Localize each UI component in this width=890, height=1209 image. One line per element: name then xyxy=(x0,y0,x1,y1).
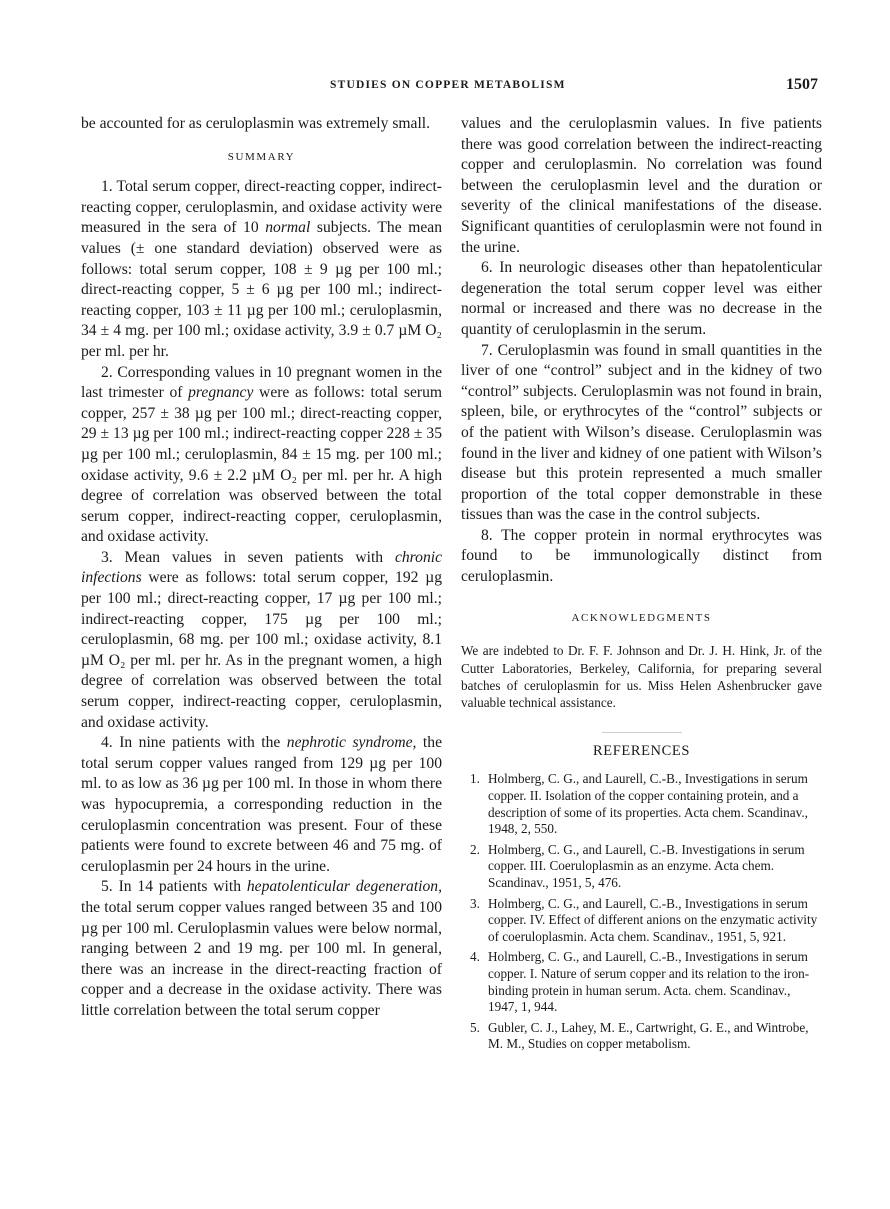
acknowledgments-text: We are indebted to Dr. F. F. Johnson and Dr. J. H. Hink, Jr. of the Cutter Laboratories, Berkeley, California, for preparing several batches of ceruloplasmin for us. Miss Helen Ashenbrucker gave valuable technical assistance. xyxy=(461,643,822,711)
summary-item-1: 1. Total serum copper, direct-reacting copper, indirect-reacting copper, ceruloplasmin, and oxidase activity were measured in the sera of 10 normal subjects. The mean values (± one standard deviation) observed were as follows: total serum copper, 108 ± 9 µg per 100 ml.; direct-reacting copper, 5 ± 6 µg per 100 ml.; indirect-reacting copper, 103 ± 11 µg per 100 ml.; ceruloplasmin, 34 ± 4 mg. per 100 ml.; oxidase activity, 3.9 ± 0.7 µM O₂ per ml. per hr. xyxy=(81,178,442,360)
continuation-paragraph-right: values and the ceruloplasmin values. In five patients there was good correlation between the indirect-reacting copper and ceruloplasmin. No correlation was found between the ceruloplasmin level and the duration or severity of the clinical manifestations of the disease. Significant quantities of ceruloplasmin were not found in the urine. xyxy=(461,115,822,256)
left-column xyxy=(81,114,442,1022)
running-head xyxy=(0,76,890,99)
acknowledgments-heading: ACKNOWLEDGMENTS xyxy=(571,611,712,624)
summary-item-5: 5. In 14 patients with hepatolenticular degeneration, the total serum copper values ranged between 35 and 100 µg per 100 ml. Ceruloplasmin values were below normal, ranging between 2 and 19 mg. per 100 ml. In general, there was an increase in the direct-reacting fraction of copper and a decrease in the oxidase activity. There was little correlation between the total serum copper xyxy=(81,878,442,1019)
section-divider xyxy=(602,732,682,733)
page-number: 1507 xyxy=(786,76,818,93)
right-column xyxy=(461,114,822,1057)
reference-item: 5. Gubler, C. J., Lahey, M. E., Cartwright, G. E., and Wintrobe, M. M., Studies on copper metabolism. xyxy=(470,1019,809,1052)
summary-item-8: 8. The copper protein in normal erythrocytes was found to be immunologically distinct from ceruloplasmin. xyxy=(461,526,822,586)
summary-item-6: 6. In neurologic diseases other than hepatolenticular degeneration the total serum copper level was either normal or increased and there was no decrease in the quantity of ceruloplasmin in the serum. xyxy=(461,259,822,338)
references-heading: REFERENCES xyxy=(592,742,691,759)
summary-item-4: 4. In nine patients with the nephrotic syndrome, the total serum copper values ranged from 129 µg per 100 ml. to as low as 36 µg per 100 ml. In those in whom there was hypocupremia, a corresponding reduction in the ceruloplasmin concentration was present. Four of these patients were found to excrete between 46 and 75 mg. of ceruloplasmin per 24 hours in the urine. xyxy=(81,734,442,875)
continuation-paragraph: be accounted for as ceruloplasmin was extremely small. xyxy=(81,115,431,132)
summary-item-2: 2. Corresponding values in 10 pregnant women in the last trimester of pregnancy were as follows: total serum copper, 257 ± 38 µg per 100 ml.; direct-reacting copper, 29 ± 13 µg per 100 ml.; indirect-reacting copper 228 ± 35 µg per 100 ml.; ceruloplasmin, 84 ± 15 mg. per 100 ml.; oxidase activity, 9.6 ± 2.2 µM O₂ per ml. per hr. A high degree of correlation was observed between the total serum copper, indirect-reacting copper, ceruloplasmin, and oxidase activity. xyxy=(81,363,443,546)
reference-item: 1. Holmberg, C. G., and Laurell, C.-B., Investigations in serum copper. II. Isolation of the copper containing protein, and a description of some of its properties. Acta chem. Scandinav., 1948, 2, 550. xyxy=(470,771,808,837)
summary-heading: SUMMARY xyxy=(227,150,296,163)
summary-item-7: 7. Ceruloplasmin was found in small quantities in the liver of one “control” subject and in the kidney of two “control” subjects. Ceruloplasmin was not found in brain, spleen, bile, or erythrocytes of the “control” subjects or of the patient with Wilson’s disease. Ceruloplasmin was found in the liver and kidney of one patient with Wilson’s disease but this protein represented a much smaller proportion of the total copper demonstrable in these tissues than was the case in the control subjects. xyxy=(461,341,822,524)
reference-item: 3. Holmberg, C. G., and Laurell, C.-B., Investigations in serum copper. IV. Effect of different anions on the enzymatic activity of coeruloplasmin. Acta chem. Scandinav., 1951, 5, 921. xyxy=(470,895,818,944)
reference-item: 2. Holmberg, C. G., and Laurell, C.-B. Investigations in serum copper. III. Coeruloplasmin as an enzyme. Acta chem. Scandinav., 1951, 5, 476. xyxy=(470,841,805,891)
summary-item-3: 3. Mean values in seven patients with chronic infections were as follows: total serum copper, 192 µg per 100 ml.; direct-reacting copper, 17 µg per 100 ml.; indirect-reacting copper, 175 µg per 100 ml.; ceruloplasmin, 68 mg. per 100 ml.; oxidase activity, 8.1 µM O₂ per ml. per hr. As in the pregnant women, a high degree of correlation was observed between the total serum copper, indirect-reacting copper, ceruloplasmin, and oxidase activity. xyxy=(81,548,442,731)
reference-item: 4. Holmberg, C. G., and Laurell, C.-B., Investigations in serum copper. I. Nature of serum copper and its relation to the iron-binding protein in human serum. Acta. chem. Scandinav., 1947, 1, 944. xyxy=(470,949,810,1015)
running-title: STUDIES ON COPPER METABOLISM xyxy=(330,79,566,91)
